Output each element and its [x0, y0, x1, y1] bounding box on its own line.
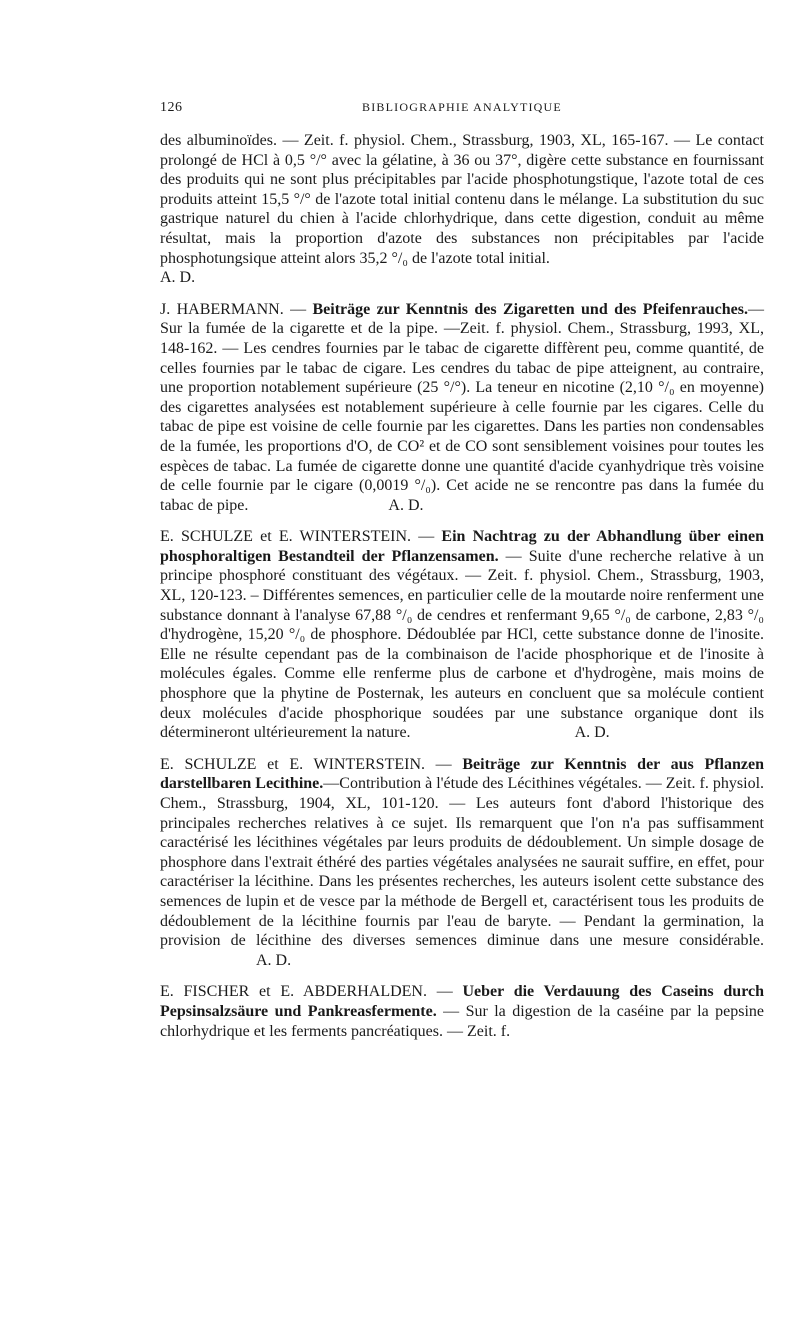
entry-body	[160, 131, 764, 268]
running-title: BIBLIOGRAPHIE ANALYTIQUE	[362, 100, 562, 114]
entry-title: Ueber die Verdauung des Caseins durch Pepsinsalzsäure und Pankreasfermente.	[160, 983, 765, 1020]
entry-signature: A. D.	[160, 269, 196, 287]
entry-signature: A. D.	[574, 724, 610, 742]
bibliography-entry	[160, 755, 764, 971]
bibliography-entry	[160, 527, 764, 743]
entry-text: des albuminoïdes. — Zeit. f. physiol. Chem., Strassburg, 1903, XL, 165-167. — Le contact prolongé de HCl à 0,5 °/° avec la gélatine, à 36 ou 37°, digère cette substance en fournissant des produits qui ne sont plus précipitables par l'acide phosphotungstique, l'azote total de ces produits atteint 15,5 °/° de l'azote total initial contenu dans le mélange. La substitution du suc gastrique naturel du chien à l'acide chlorhydrique, dans cette digestion, conduit au même résultat, mais la proportion d'azote des substances non précipitables par l'acide phosphotungsique atteint alors 35,2 °/₀ de l'azote total initial.	[160, 132, 764, 267]
entry-author: J. HABERMANN. —	[160, 300, 313, 318]
entry-body	[160, 300, 764, 516]
entry-body	[160, 982, 764, 1041]
entry-signature: A. D.	[256, 951, 292, 969]
entry-title: Ein Nachtrag zu der Abhandlung über einen phosphoraltigen Bestandteil der Pflanzensamen.	[160, 528, 764, 565]
entry-text: — Sur la digestion de la caséine par la pepsine chlorhydrique et les ferments pancréatiques. — Zeit. f.	[160, 1002, 765, 1040]
entry-text: —Contribution à l'étude des Lécithines végétales. — Zeit. f. physiol. Chem., Strassburg, 1904, XL, 101-120. — Les auteurs font d'abord l'historique des principales recherches relatives à ce sujet. Ils remarquent que l'on n'a pas suffisamment caractérisé les lécithines végétales par leurs produits de dédoublement. Un simple dosage de phosphore dans l'extrait éthéré des parties végétales analysées ne saurait suffire, en effet, pour caractériser la lécithine. Dans les présentes recherches, les auteurs isolent cette substance des semences de lupin et de vesce par la méthode de Bergell et, caractérisent tous les produits de dédoublement de la lécithine fournis par l'eau de baryte. — Pendant la germination, la provision de lécithine des diverses semences diminue dans une mesure considérable.	[160, 775, 765, 950]
bibliography-entry	[160, 131, 764, 288]
document-page	[160, 100, 764, 1041]
page-number: 126	[160, 100, 183, 115]
entry-author: E. SCHULZE et E. WINTERSTEIN. —	[160, 528, 442, 546]
entry-text: — Sur la fumée de la cigarette et de la pipe. —Zeit. f. physiol. Chem., Strassburg, 1993, XL, 148-162. — Les cendres fournies par le tabac de cigarette diffèrent peu, comme quantité, de celles fournies par le tabac de cigare. Les cendres du tabac de pipe atteignent, au contraire, une proportion notablement supérieure (25 °/°). La teneur en nicotine (2,10 °/₀ en moyenne) des cigarettes analysées est notablement supérieure à celle fournie par les cigares. Celle du tabac de pipe est voisine de celle fournie par les cigarettes. Dans les parties non condensables de la fumée, les proportions d'O, de CO² et de CO sont sensiblement voisines pour toutes les espèces de tabac. La fumée de cigarette donne une quantité d'acide cyanhydrique très voisine de celle fournie par le cigare (0,0019 °/₀). Cet acide ne se rencontre pas dans la fumée du tabac de pipe.	[160, 300, 765, 514]
entry-title: Beiträge zur Kenntnis des Zigaretten und des Pfeifenrauches.	[312, 300, 749, 318]
entry-author: E. SCHULZE et E. WINTERSTEIN. —	[160, 755, 463, 773]
bibliography-entry	[160, 982, 764, 1041]
entry-text: — Suite d'une recherche relative à un principe phosphoré constituant des végétaux. — Zeit. f. physiol. Chem., Strassburg, 1903, XL, 120-123. – Différentes semences, en particulier celle de la moutarde noire renferment une substance donnant à l'analyse 67,88 °/₀ de cendres et renfermant 9,65 °/₀ de carbone, 2,83 °/₀ d'hydrogène, 15,20 °/₀ de phosphore. Dédoublée par HCl, cette substance donne de l'inosite. Elle ne résulte cependant pas de la combinaison de l'acide phosphorique et de l'inosite à molécules égales. Comme elle renferme plus de carbone et d'hydrogène, mais moins de phosphore que la phytine de Posternak, les auteurs en concluent que sa molécule contient deux molécules d'acide phosphorique soudées par une substance organique dont ils détermineront ultérieurement la nature.	[160, 547, 765, 742]
page-header	[160, 100, 764, 122]
entry-title: Beiträge zur Kenntnis der aus Pflanzen darstellbaren Lecithine.	[160, 755, 764, 793]
entry-author: E. FISCHER et E. ABDERHALDEN. —	[160, 983, 463, 1001]
entry-body	[160, 755, 764, 971]
entry-body	[160, 527, 764, 743]
entry-signature: A. D.	[388, 496, 424, 514]
bibliography-entry	[160, 300, 764, 516]
